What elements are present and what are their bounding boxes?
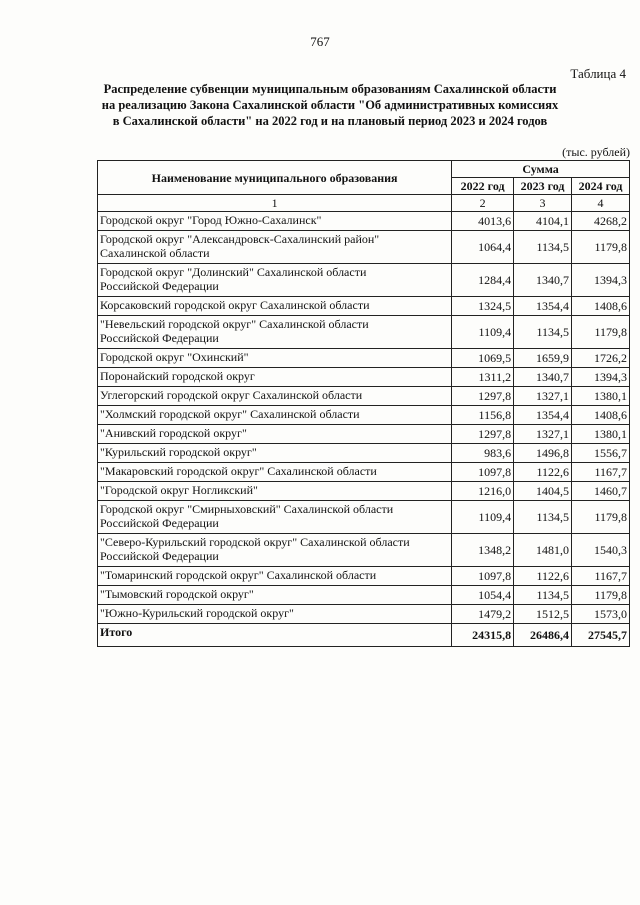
amount-cell: 1054,4 <box>452 586 514 605</box>
header-sum: Сумма <box>452 161 630 178</box>
municipality-name-line: "Анивский городской округ" <box>100 426 247 440</box>
municipality-name-line: "Южно-Курильский городской округ" <box>100 606 294 620</box>
municipality-name <box>98 297 452 316</box>
amount-cell: 1380,1 <box>572 387 630 406</box>
municipality-name <box>98 212 452 231</box>
table-row <box>98 501 630 534</box>
municipality-name-line: Городской округ "Охинский" <box>100 350 249 364</box>
municipality-name <box>98 605 452 624</box>
municipality-name <box>98 316 452 349</box>
table-row <box>98 567 630 586</box>
table-row <box>98 297 630 316</box>
amount-cell: 1354,4 <box>514 297 572 316</box>
total-value: 26486,4 <box>514 624 572 647</box>
municipality-name-line: Городской округ "Смирныховский" Сахалинской области <box>100 502 394 516</box>
amount-cell: 4013,6 <box>452 212 514 231</box>
amount-cell: 4104,1 <box>514 212 572 231</box>
table-row <box>98 387 630 406</box>
municipality-name <box>98 501 452 534</box>
table-row <box>98 605 630 624</box>
table-body <box>98 212 630 624</box>
amount-cell: 1097,8 <box>452 567 514 586</box>
municipality-name-line: Российской Федерации <box>100 516 219 530</box>
column-index: 4 <box>572 195 630 212</box>
amount-cell: 1340,7 <box>514 368 572 387</box>
amount-cell: 1122,6 <box>514 463 572 482</box>
title-line: в Сахалинской области" на 2022 год и на плановый период 2023 и 2024 годов <box>112 114 548 128</box>
amount-cell: 1179,8 <box>572 316 630 349</box>
title-line: на реализацию Закона Сахалинской области "Об административных комиссиях <box>101 98 559 112</box>
table-row <box>98 212 630 231</box>
municipality-name <box>98 387 452 406</box>
amount-cell: 1167,7 <box>572 567 630 586</box>
table-row <box>98 349 630 368</box>
amount-cell: 1540,3 <box>572 534 630 567</box>
amount-cell: 1380,1 <box>572 425 630 444</box>
amount-cell: 1496,8 <box>514 444 572 463</box>
table-row <box>98 463 630 482</box>
municipality-name-line: Углегорский городской округ Сахалинской области <box>100 388 363 402</box>
header-name: Наименование муниципального образования <box>98 161 452 195</box>
municipality-name <box>98 264 452 297</box>
total-value: 24315,8 <box>452 624 514 647</box>
column-index: 3 <box>514 195 572 212</box>
table-row <box>98 406 630 425</box>
amount-cell: 1179,8 <box>572 586 630 605</box>
amount-cell: 1408,6 <box>572 297 630 316</box>
municipality-name <box>98 586 452 605</box>
amount-cell: 1348,2 <box>452 534 514 567</box>
municipality-name-line: Городской округ "Долинский" Сахалинской области <box>100 265 367 279</box>
municipality-name-line: Сахалинской области <box>100 246 210 260</box>
table-row <box>98 482 630 501</box>
total-label: Итого <box>98 624 452 647</box>
header-year-2022: 2022 год <box>452 178 514 195</box>
column-index: 2 <box>452 195 514 212</box>
amount-cell: 1297,8 <box>452 387 514 406</box>
table-label: Таблица 4 <box>570 66 626 81</box>
amount-cell: 1311,2 <box>452 368 514 387</box>
municipality-name-line: Городской округ "Город Южно-Сахалинск" <box>100 213 322 227</box>
amount-cell: 1109,4 <box>452 501 514 534</box>
amount-cell: 1122,6 <box>514 567 572 586</box>
municipality-name-line: Российской Федерации <box>100 279 219 293</box>
table-row <box>98 425 630 444</box>
municipality-name-line: "Северо-Курильский городской округ" Сахалинской области <box>100 535 410 549</box>
amount-cell: 1109,4 <box>452 316 514 349</box>
amount-cell: 1460,7 <box>572 482 630 501</box>
amount-cell: 983,6 <box>452 444 514 463</box>
amount-cell: 1179,8 <box>572 501 630 534</box>
municipality-name-line: "Томаринский городской округ" Сахалинской области <box>100 568 377 582</box>
municipality-name-line: "Невельский городской округ" Сахалинской области <box>100 317 369 331</box>
amount-cell: 1064,4 <box>452 231 514 264</box>
total-value: 27545,7 <box>572 624 630 647</box>
amount-cell: 1340,7 <box>514 264 572 297</box>
municipality-name <box>98 349 452 368</box>
amount-cell: 1156,8 <box>452 406 514 425</box>
municipality-name <box>98 406 452 425</box>
amount-cell: 1726,2 <box>572 349 630 368</box>
amount-cell: 1479,2 <box>452 605 514 624</box>
amount-cell: 1216,0 <box>452 482 514 501</box>
table-row <box>98 231 630 264</box>
document-title <box>100 81 560 129</box>
header-year-2024: 2024 год <box>572 178 630 195</box>
amount-cell: 1481,0 <box>514 534 572 567</box>
amount-cell: 1394,3 <box>572 264 630 297</box>
municipality-name <box>98 425 452 444</box>
amount-cell: 1167,7 <box>572 463 630 482</box>
amount-cell: 1134,5 <box>514 501 572 534</box>
amount-cell: 1573,0 <box>572 605 630 624</box>
subsidy-table <box>97 160 630 647</box>
amount-cell: 1394,3 <box>572 368 630 387</box>
municipality-name-line: Корсаковский городской округ Сахалинской области <box>100 298 370 312</box>
municipality-name <box>98 534 452 567</box>
amount-cell: 1512,5 <box>514 605 572 624</box>
amount-cell: 1327,1 <box>514 387 572 406</box>
amount-cell: 1327,1 <box>514 425 572 444</box>
units-label: (тыс. рублей) <box>562 145 630 159</box>
table-row <box>98 264 630 297</box>
amount-cell: 1354,4 <box>514 406 572 425</box>
municipality-name-line: "Тымовский городской округ" <box>100 587 254 601</box>
total-row <box>98 624 630 647</box>
amount-cell: 4268,2 <box>572 212 630 231</box>
municipality-name-line: "Городской округ Ногликский" <box>100 483 258 497</box>
amount-cell: 1297,8 <box>452 425 514 444</box>
table-row <box>98 586 630 605</box>
table-row <box>98 316 630 349</box>
municipality-name <box>98 444 452 463</box>
municipality-name-line: Городской округ "Александровск-Сахалинский район" <box>100 232 380 246</box>
municipality-name <box>98 368 452 387</box>
amount-cell: 1097,8 <box>452 463 514 482</box>
amount-cell: 1134,5 <box>514 231 572 264</box>
amount-cell: 1659,9 <box>514 349 572 368</box>
page-number: 767 <box>310 34 330 49</box>
municipality-name-line: Поронайский городской округ <box>100 369 255 383</box>
municipality-name <box>98 567 452 586</box>
table-row <box>98 368 630 387</box>
amount-cell: 1324,5 <box>452 297 514 316</box>
municipality-name-line: Российской Федерации <box>100 549 219 563</box>
municipality-name <box>98 482 452 501</box>
amount-cell: 1404,5 <box>514 482 572 501</box>
amount-cell: 1408,6 <box>572 406 630 425</box>
title-line: Распределение субвенции муниципальным образованиям Сахалинской области <box>103 82 557 96</box>
amount-cell: 1556,7 <box>572 444 630 463</box>
column-index: 1 <box>98 195 452 212</box>
table-row <box>98 534 630 567</box>
table-row <box>98 444 630 463</box>
amount-cell: 1179,8 <box>572 231 630 264</box>
amount-cell: 1284,4 <box>452 264 514 297</box>
amount-cell: 1134,5 <box>514 316 572 349</box>
municipality-name-line: "Холмский городской округ" Сахалинской области <box>100 407 360 421</box>
municipality-name-line: "Курильский городской округ" <box>100 445 257 459</box>
header-year-2023: 2023 год <box>514 178 572 195</box>
amount-cell: 1134,5 <box>514 586 572 605</box>
municipality-name-line: Российской Федерации <box>100 331 219 345</box>
amount-cell: 1069,5 <box>452 349 514 368</box>
municipality-name <box>98 463 452 482</box>
municipality-name <box>98 231 452 264</box>
municipality-name-line: "Макаровский городской округ" Сахалинской области <box>100 464 377 478</box>
